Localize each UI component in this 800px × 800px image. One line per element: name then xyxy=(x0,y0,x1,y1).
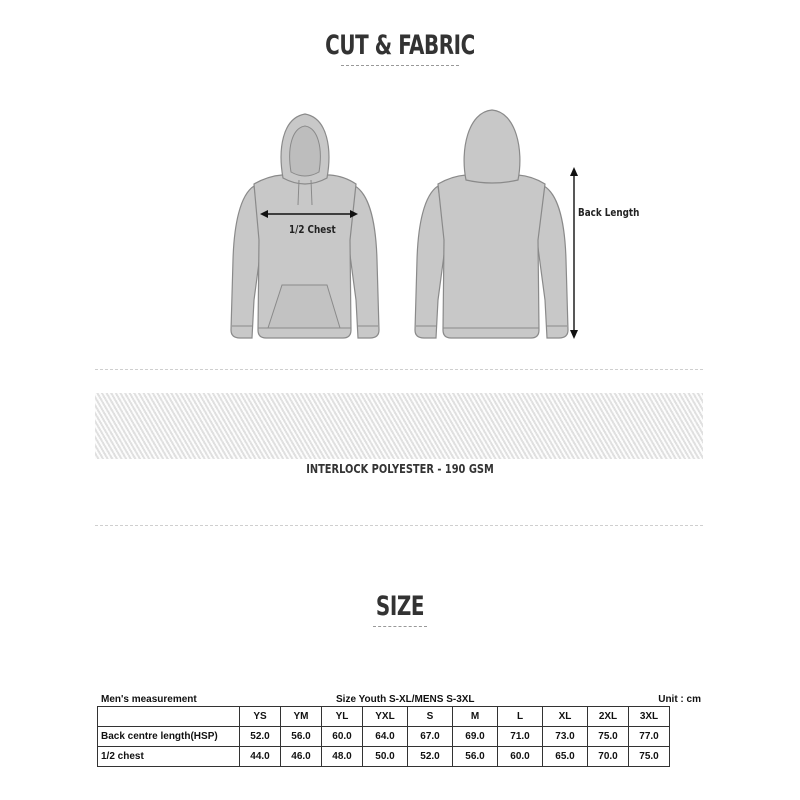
table-cell: 60.0 xyxy=(498,747,543,767)
fabric-caption: INTERLOCK POLYESTER - 190 GSM xyxy=(306,462,494,476)
section-divider xyxy=(95,525,703,526)
table-cell: 65.0 xyxy=(543,747,588,767)
table-row xyxy=(98,747,670,767)
blank-header-cell xyxy=(98,707,240,727)
title-underline xyxy=(373,626,427,627)
table-cell: 56.0 xyxy=(453,747,498,767)
size-column-header: L xyxy=(498,707,543,727)
table-cell: 48.0 xyxy=(322,747,363,767)
cut-fabric-title: CUT & FABRIC xyxy=(325,30,475,61)
table-cell: 60.0 xyxy=(322,727,363,747)
front-hood-opening xyxy=(290,126,321,176)
size-range-label: Size Youth S-XL/MENS S-3XL xyxy=(336,694,475,705)
table-cell: 50.0 xyxy=(363,747,408,767)
row-label: 1/2 chest xyxy=(98,747,240,767)
size-column-header: YM xyxy=(281,707,322,727)
back-length-label: Back Length xyxy=(578,206,640,219)
table-cell: 52.0 xyxy=(240,727,281,747)
table-cell: 64.0 xyxy=(363,727,408,747)
table-cell: 46.0 xyxy=(281,747,322,767)
back-body xyxy=(438,175,545,338)
size-column-header: M xyxy=(453,707,498,727)
back-hood xyxy=(464,110,520,183)
chest-label: 1/2 Chest xyxy=(289,223,336,236)
size-column-header: S xyxy=(408,707,453,727)
table-cell: 75.0 xyxy=(629,747,670,767)
table-cell: 69.0 xyxy=(453,727,498,747)
size-column-header-row xyxy=(98,707,670,727)
size-title: SIZE xyxy=(375,591,425,622)
table-cell: 73.0 xyxy=(543,727,588,747)
size-column-header: 3XL xyxy=(629,707,670,727)
garment-illustrations xyxy=(0,0,800,360)
size-column-header: XL xyxy=(543,707,588,727)
table-cell: 56.0 xyxy=(281,727,322,747)
table-cell: 44.0 xyxy=(240,747,281,767)
hoodie-back xyxy=(415,110,578,339)
table-cell: 71.0 xyxy=(498,727,543,747)
table-cell: 70.0 xyxy=(588,747,629,767)
unit-label: Unit : cm xyxy=(658,694,701,705)
size-column-header: 2XL xyxy=(588,707,629,727)
table-cell: 77.0 xyxy=(629,727,670,747)
section-divider xyxy=(95,369,703,370)
table-cell: 75.0 xyxy=(588,727,629,747)
size-column-header: YXL xyxy=(363,707,408,727)
size-table xyxy=(97,706,670,767)
table-cell: 52.0 xyxy=(408,747,453,767)
table-row xyxy=(98,727,670,747)
measurement-label: Men's measurement xyxy=(101,694,197,705)
size-column-header: YS xyxy=(240,707,281,727)
size-column-header: YL xyxy=(322,707,363,727)
table-cell: 67.0 xyxy=(408,727,453,747)
fabric-swatch xyxy=(95,393,703,459)
row-label: Back centre length(HSP) xyxy=(98,727,240,747)
